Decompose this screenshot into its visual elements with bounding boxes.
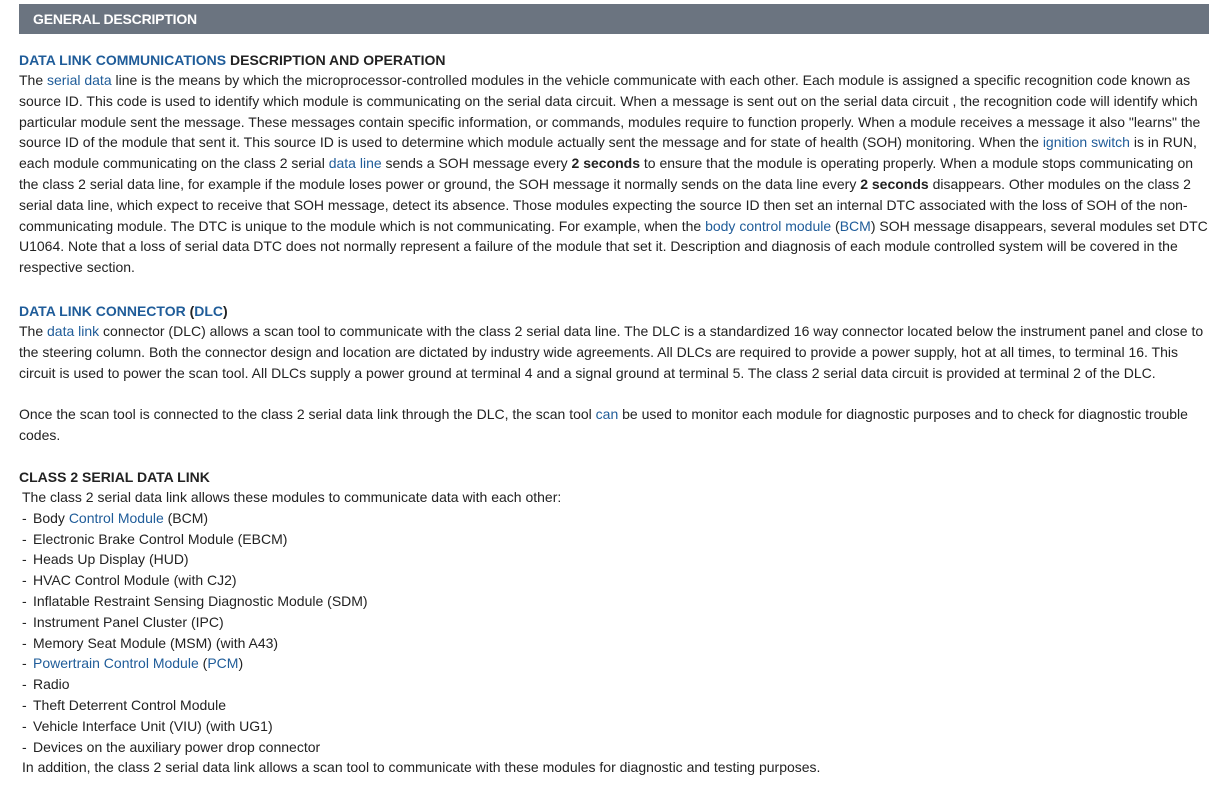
spacer	[19, 383, 1211, 404]
heading-text: DESCRIPTION AND OPERATION	[226, 52, 446, 68]
heading-link-data-link-connector[interactable]: DATA LINK CONNECTOR	[19, 302, 186, 319]
text-run: line is the means by which the microprocessor-controlled modules in the vehicle communicate with each other. Each module is assigned a specific recognition code known as source ID. This code is used to identify which module is communicating on the serial data circuit. When a message is sent out on the serial data circuit , the recognition code will identify which particular module sent the message. These messages contain specific information, or commands, modules require to function properly. When a module receives a message it also "learns" the source ID of the module that sent it. This source ID is used to determine which module actually sent the message and for state of health (SOH) monitoring. When the	[19, 72, 1201, 151]
banner-title: GENERAL DESCRIPTION	[33, 11, 197, 27]
list-item-text: Devices on the auxiliary power drop connector	[33, 738, 321, 755]
list-dash: -	[22, 655, 27, 672]
module-list-item	[19, 695, 1211, 716]
list-item-text: (	[198, 655, 208, 672]
text-run: disappears. Other modules on the class 2 serial data line, which expect to receive that SOH message, detect its absence. Those modules expecting the source ID then set an internal DTC associated with the loss of SOH of the non-communicating module. The DTC is unique to the module which is not communicating. For example, when the	[19, 175, 1191, 234]
spacer	[19, 278, 1211, 301]
heading-text: (	[185, 302, 195, 319]
list-item-text: Electronic Brake Control Module (EBCM)	[33, 530, 288, 547]
module-list-item	[19, 570, 1211, 591]
text-run: Once the scan tool is connected to the class 2 serial data link through the DLC, the scan tool	[19, 406, 596, 423]
list-dash: -	[22, 592, 27, 609]
link-can[interactable]: can	[595, 406, 619, 423]
link-ignition-switch[interactable]: ignition switch	[1042, 134, 1130, 151]
list-item-text: (BCM)	[163, 509, 209, 526]
link-serial-data[interactable]: serial data	[47, 72, 112, 88]
link-body-control-module[interactable]: body control module	[705, 217, 832, 234]
text-run: (	[831, 217, 840, 234]
module-list-item	[19, 591, 1211, 612]
list-item-text: Vehicle Interface Unit (VIU) (with UG1)	[33, 717, 273, 734]
module-list-item	[19, 653, 1211, 674]
module-list-item	[19, 716, 1211, 737]
heading-text: )	[223, 302, 228, 319]
module-list	[19, 508, 1211, 758]
list-dash: -	[22, 634, 27, 651]
module-list-item	[19, 633, 1211, 654]
module-list-outro: In addition, the class 2 serial data link allows a scan tool to communicate with these modules for diagnostic and testing purposes.	[22, 759, 821, 776]
list-item-text: Radio	[33, 676, 70, 693]
text-run: ) SOH message disappears, several modules set DTC U1064. Note that a loss of serial data DTC does not normally represent a failure of the module that set it. Description and diagnosis of each module controlled system will be covered in the respective section.	[19, 217, 1208, 276]
list-item-link[interactable]: Powertrain Control Module	[33, 655, 199, 672]
list-item-link[interactable]: PCM	[207, 655, 239, 672]
text-run: be used to monitor each module for diagnostic purposes and to check for diagnostic trouble codes.	[19, 406, 1188, 444]
section-heading-data-link-communications	[19, 50, 1211, 70]
bold-text: 2 seconds	[571, 155, 641, 172]
list-dash: -	[22, 530, 27, 547]
link-bcm[interactable]: BCM	[839, 217, 871, 234]
link-data-link[interactable]: data link	[47, 322, 100, 339]
spacer	[19, 446, 1211, 467]
document-content	[19, 50, 1211, 778]
list-dash: -	[22, 738, 27, 755]
paragraph-dlc-description	[19, 321, 1211, 383]
link-data-line[interactable]: data line	[328, 155, 382, 172]
list-dash: -	[22, 572, 27, 589]
section-banner	[19, 4, 1209, 34]
list-item-text: Memory Seat Module (MSM) (with A43)	[33, 634, 279, 651]
module-list-item	[19, 737, 1211, 758]
module-list-item	[19, 612, 1211, 633]
list-item-link[interactable]: Control Module	[68, 509, 164, 526]
paragraph-scan-tool	[19, 404, 1211, 446]
paragraph-data-link-communications	[19, 70, 1211, 278]
text-run: to ensure that the module is operating properly. When a module stops communicating on the class 2 serial data line, for example if the module loses power or ground, the SOH message it normally sends on the data line every	[19, 155, 1194, 192]
list-item-text: Heads Up Display (HUD)	[33, 551, 189, 568]
list-item-text: )	[238, 655, 244, 672]
list-item-text: Instrument Panel Cluster (IPC)	[33, 613, 224, 630]
module-list-item	[19, 508, 1211, 529]
list-dash: -	[22, 676, 27, 693]
list-item-text: Inflatable Restraint Sensing Diagnostic Module (SDM)	[33, 592, 368, 609]
text-run: The	[19, 72, 48, 88]
section-heading-data-link-connector	[19, 301, 1211, 321]
bold-text: 2 seconds	[860, 175, 929, 192]
text-run: The	[19, 322, 48, 339]
list-dash: -	[22, 551, 27, 568]
list-item-text: Body	[33, 509, 69, 526]
list-dash: -	[22, 509, 27, 526]
text-run: connector (DLC) allows a scan tool to communicate with the class 2 serial data line. The DLC is a standardized 16 way connector located below the instrument panel and close to the steering column. Both the connector design and location are dictated by industry wide agreements. All DLCs are required to provide a power supply, hot at all times, to terminal 16. This circuit is used to power the scan tool. All DLCs supply a power ground at terminal 4 and a signal ground at terminal 5. The class 2 serial data circuit is provided at terminal 2 of the DLC.	[19, 322, 1204, 381]
text-run: sends a SOH message every	[381, 155, 572, 172]
list-dash: -	[22, 613, 27, 630]
heading-link-dlc[interactable]: DLC	[194, 302, 224, 319]
list-item-text: Theft Deterrent Control Module	[33, 696, 226, 713]
module-list-item	[19, 549, 1211, 570]
list-dash: -	[22, 696, 27, 713]
module-list-item	[19, 674, 1211, 695]
list-dash: -	[22, 717, 27, 734]
section-heading-class-2-serial-data-link: CLASS 2 SERIAL DATA LINK	[19, 468, 210, 485]
module-list-intro: The class 2 serial data link allows these modules to communicate data with each other:	[22, 488, 562, 505]
list-item-text: HVAC Control Module (with CJ2)	[33, 572, 237, 589]
text-run: is in RUN, each module communicating on the class 2 serial	[19, 134, 1197, 172]
module-list-item	[19, 529, 1211, 550]
heading-link-data-link-communications[interactable]: DATA LINK COMMUNICATIONS	[19, 52, 227, 68]
